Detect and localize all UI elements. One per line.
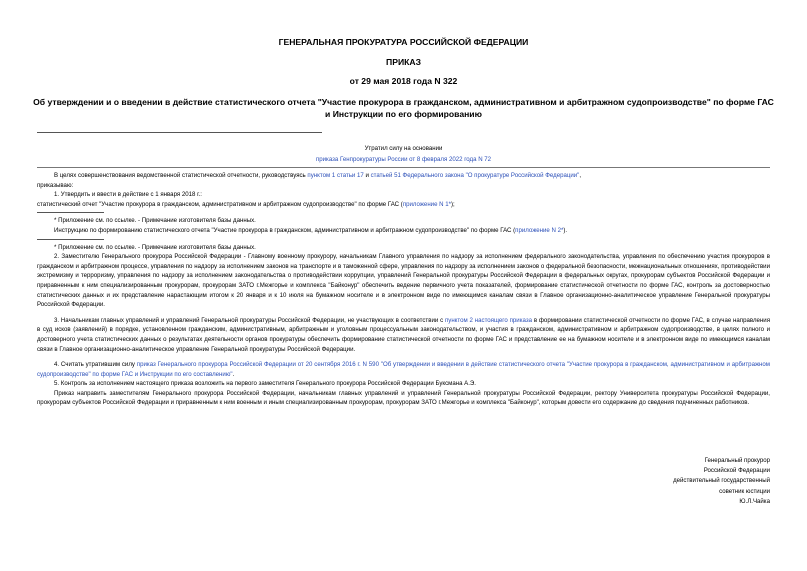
order-word: приказываю: (37, 181, 74, 189)
footnote-appendix-2: * Приложение см. по ссылке. - Примечание изготовителя базы данных. (54, 243, 256, 251)
document-body (37, 171, 770, 408)
item-1: 1. Утвердить и ввести в действие с 1 января 2018 г.: (54, 191, 203, 199)
preamble-paragraph: В целях совершенствования ведомственной статистической отчетности, руководствуясь пунктом 1 статьи 17 и статьей 51 Федерального закона "О прокуратуре Российской Федерации", (54, 172, 582, 179)
document-date: от 29 мая 2018 года N 322 (349, 76, 458, 86)
footnote-divider (37, 212, 104, 213)
item-4: 4. Считать утратившим силу приказ Генерального прокурора Российской Федерации от 20 сентября 2016 г. N 590 "Об утверждении и введении в действие статистического отчета "Участие прокурора в гражданском, административном и арбитражном судопроизводстве" по форме ГАС и Инструкции по его составлению". (37, 361, 770, 378)
item-1-sub-a: статистический отчет "Участие прокурора в гражданском, административном и арбитражном судопроизводстве" по форме ГАС (приложение N 1*); (37, 200, 455, 208)
closing-paragraph: Приказ направить заместителям Генерального прокурора Российской Федерации, начальникам главных управлений и управлений Генеральной прокуратуры Российской Федерации, ректору Университета прокуратуры Российской Федерации, прокурорам субъектов Российской Федерации и приравненным к ним военным и иным специализированным прокурорам, прокурорам ЗАТО г.Межгорье и комплекса "Байконур", которым довести его содержание до сведения подчиненных работников. (37, 389, 770, 407)
signature-line-2: Российской Федерации (703, 467, 770, 475)
signature-block (610, 456, 770, 507)
signature-line-4: советник юстиции (719, 487, 770, 495)
item-1-sub-b: Инструкцию по формированию статистического отчета "Участие прокурора в гражданском, административном и арбитражном судопроизводстве" по форме ГАС (приложение N 2*). (54, 226, 568, 234)
appendix-2-link[interactable]: приложение N 2* (515, 226, 564, 234)
lost-force-link[interactable]: приказа Генпрокуратуры России от 8 февраля 2022 года N 72 (315, 156, 492, 163)
signature-line-1: Генеральный прокурор (704, 457, 770, 464)
item-3: 3. Начальникам главных управлений и управлений Генеральной прокуратуры Российской Федерации, не участвующих в соответствии с пунктом 2 настоящего приказа в формировании статистической отчетности по форме ГАС, в случае направления в суд исков (заявлений) в порядке, установленном гражданским, административным, арбитражным и уголовным процессуальным законодательством, и участия в гражданском, административном и арбитражном судопроизводстве, в целях полного и достоверного учета статистических данных о результатах деятельности органов прокуратуры обеспечить формирование статистической отчетности по форме ГАС и представление ее на бумажном носителе и в электронном виде по имеющимся каналам связи в Главное организационно-аналитическое управление Генеральной прокуратуры Российской Федерации. (37, 316, 770, 353)
item-2: 2. Заместителю Генерального прокурора Российской Федерации - Главному военному прокурору, начальникам Главного управления по надзору за исполнением федерального законодательства, управления по обеспечению участия прокуроров в гражданском и арбитражном процессе, управления по надзору за исполнением законов на транспорте и в таможенной сфере, управления по надзору за исполнением законов о федеральной безопасности, межнациональных отношениях, противодействии экстремизму и терроризму, управления по надзору за исполнением законодательства о противодействии коррупции, управлений Генеральной прокуратуры Российской Федерации в федеральных округах, прокурорам субъектов Российской Федерации и приравненным к ним специализированным прокурорам, прокурорам ЗАТО г.Межгорье и комплекса "Байконур" обеспечить ведение первичного учета показателей, формирование статистической отчетности по форме ГАС, контроль за достоверностью статистических данных и их представление нарастающим итогом к 20 января и к 10 июля на бумажном носителе и в электронном виде по имеющимся каналам связи в Главное организационно-аналитическое управление Генеральной прокуратуры Российской Федерации. (37, 253, 770, 309)
item-5: 5. Контроль за исполнением настоящего приказа возложить на первого заместителя Генерального прокурора Российской Федерации Буксмана А.Э. (54, 380, 477, 388)
item-2-reference-link[interactable]: пунктом 2 настоящего приказа (444, 316, 533, 324)
law-article-link[interactable]: пунктом 1 статьи 17 (307, 172, 364, 179)
lost-force-note: Утратил силу на основании (364, 145, 443, 152)
issuing-organization: ГЕНЕРАЛЬНАЯ ПРОКУРАТУРА РОССИЙСКОЙ ФЕДЕРАЦИИ (278, 37, 529, 47)
footnote-appendix-1: * Приложение см. по ссылке. - Примечание изготовителя базы данных. (54, 217, 256, 225)
signature-line-3: действительный государственный (673, 477, 770, 485)
document-type: ПРИКАЗ (386, 57, 421, 67)
section-divider (37, 167, 770, 168)
document-title: Об утверждении и о введении в действие статистического отчета "Участие прокурора в гражданском, административном и арбитражном судопроизводстве" по форме ГАС и Инструкции по его формированию (33, 97, 774, 119)
federal-law-link[interactable]: статьей 51 Федерального закона "О прокуратуре Российской Федерации" (370, 172, 580, 179)
appendix-1-link[interactable]: приложение N 1* (402, 200, 452, 208)
repealed-order-link[interactable]: приказ Генерального прокурора Российской Федерации от 20 сентября 2016 г. N 590 "Об утверждении и введении в действие статистического отчета "Участие прокурора в гражданском, административном и арбитражном судопроизводстве" по форме ГАС и Инструкции по его составлению" (37, 361, 770, 378)
title-divider (37, 132, 322, 133)
footnote-divider (37, 239, 104, 240)
signature-name: Ю.Л.Чайка (739, 497, 770, 505)
lost-force-link-line (37, 156, 770, 163)
